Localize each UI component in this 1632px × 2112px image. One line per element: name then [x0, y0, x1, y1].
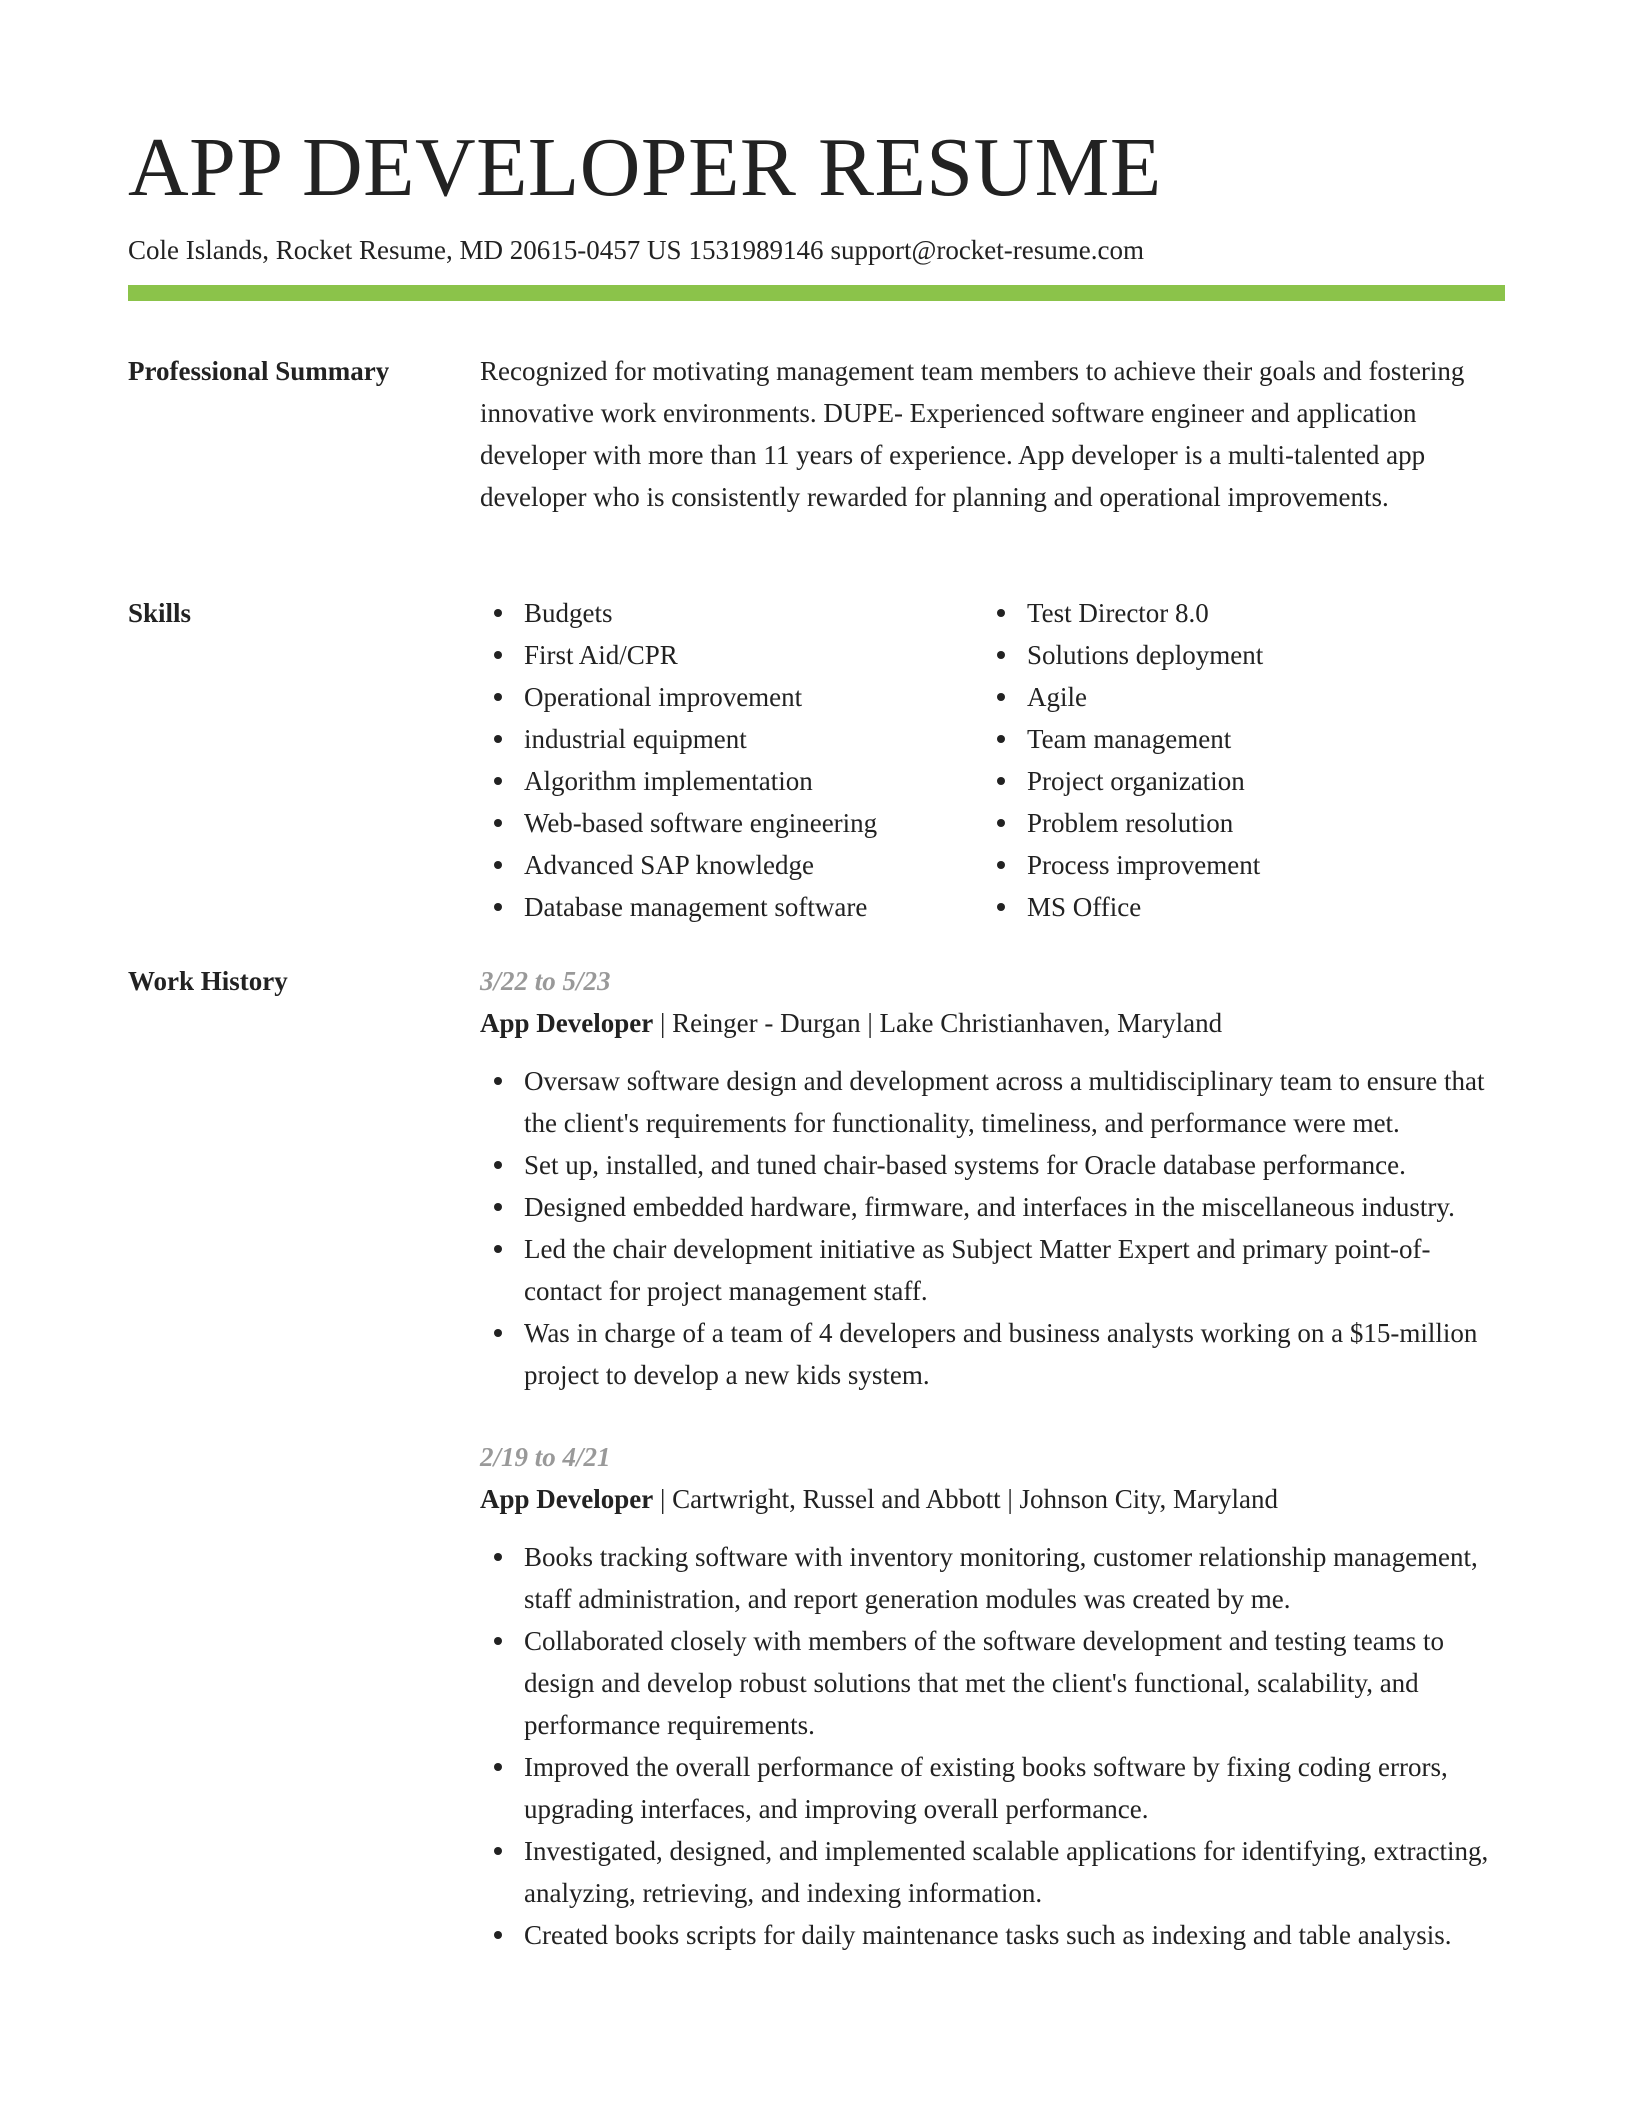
skill-item: Agile	[983, 676, 1263, 718]
job-bullet: Designed embedded hardware, firmware, and interfaces in the miscellaneous industry.	[480, 1186, 1505, 1228]
contact-address: Cole Islands, Rocket Resume, MD 20615-0457 US	[128, 235, 682, 265]
skill-item: Web-based software engineering	[480, 802, 877, 844]
summary-text: Recognized for motivating management team members to achieve their goals and fostering innovative work environments. DUPE- Experienced software engineer and application developer with more than 11 years of experience. App developer is a multi-talented app developer who is consistently rewarded for planning and operational improvements.	[480, 356, 1465, 512]
job-bullet: Set up, installed, and tuned chair-based systems for Oracle database performance.	[480, 1144, 1505, 1186]
skill-item: Solutions deployment	[983, 634, 1263, 676]
job-details: | Cartwright, Russel and Abbott | Johnson City, Maryland	[659, 1484, 1279, 1514]
skill-item: First Aid/CPR	[480, 634, 877, 676]
job-title-line	[480, 1002, 1505, 1044]
job-dates: 2/19 to 4/21	[480, 1442, 611, 1472]
skill-item: Database management software	[480, 886, 877, 928]
job-dates: 3/22 to 5/23	[480, 966, 611, 996]
skills-list-left	[480, 592, 877, 928]
work-history-body	[480, 960, 1505, 1956]
skill-item: Team management	[983, 718, 1263, 760]
job-bullet: Investigated, designed, and implemented scalable applications for identifying, extracting, analyzing, retrieving, and indexing information.	[480, 1830, 1505, 1914]
job-bullet: Collaborated closely with members of the software development and testing teams to design and develop robust solutions that met the client's functional, scalability, and performance requirements.	[480, 1620, 1505, 1746]
job-title: App Developer	[480, 1008, 654, 1038]
work-history-heading: Work History	[128, 966, 288, 996]
skill-item: Advanced SAP knowledge	[480, 844, 877, 886]
job-bullets	[480, 1536, 1505, 1956]
skill-item: Operational improvement	[480, 676, 877, 718]
summary-heading: Professional Summary	[128, 356, 390, 386]
job-bullet: Improved the overall performance of existing books software by fixing coding errors, upgrading interfaces, and improving overall performance.	[480, 1746, 1505, 1830]
job-title-line	[480, 1478, 1505, 1520]
skill-item: Process improvement	[983, 844, 1263, 886]
skill-item: Budgets	[480, 592, 877, 634]
accent-divider	[128, 285, 1505, 301]
skill-item: Test Director 8.0	[983, 592, 1263, 634]
job-entry	[480, 960, 1505, 1396]
resume-title: APP DEVELOPER RESUME	[128, 121, 1162, 214]
job-bullet: Led the chair development initiative as Subject Matter Expert and primary point-of-contact for project management staff.	[480, 1228, 1505, 1312]
job-details: | Reinger - Durgan | Lake Christianhaven, Maryland	[659, 1008, 1223, 1038]
skill-item: Project organization	[983, 760, 1263, 802]
skill-item: Algorithm implementation	[480, 760, 877, 802]
job-bullet: Books tracking software with inventory monitoring, customer relationship management, staff administration, and report generation modules was created by me.	[480, 1536, 1505, 1620]
job-bullets	[480, 1060, 1505, 1396]
job-title: App Developer	[480, 1484, 654, 1514]
job-bullet: Oversaw software design and development across a multidisciplinary team to ensure that the client's requirements for functionality, timeliness, and performance were met.	[480, 1060, 1505, 1144]
skill-item: industrial equipment	[480, 718, 877, 760]
contact-email: support@rocket-resume.com	[830, 235, 1144, 265]
job-bullet: Created books scripts for daily maintenance tasks such as indexing and table analysis.	[480, 1914, 1505, 1956]
skill-item: MS Office	[983, 886, 1263, 928]
skills-list-right	[983, 592, 1263, 928]
job-entry	[480, 1436, 1505, 1956]
summary-body	[480, 350, 1502, 518]
skills-heading: Skills	[128, 598, 192, 628]
skill-item: Problem resolution	[983, 802, 1263, 844]
contact-phone: 1531989146	[688, 235, 824, 265]
contact-line	[128, 230, 1144, 270]
job-bullet: Was in charge of a team of 4 developers and business analysts working on a $15-million project to develop a new kids system.	[480, 1312, 1505, 1396]
